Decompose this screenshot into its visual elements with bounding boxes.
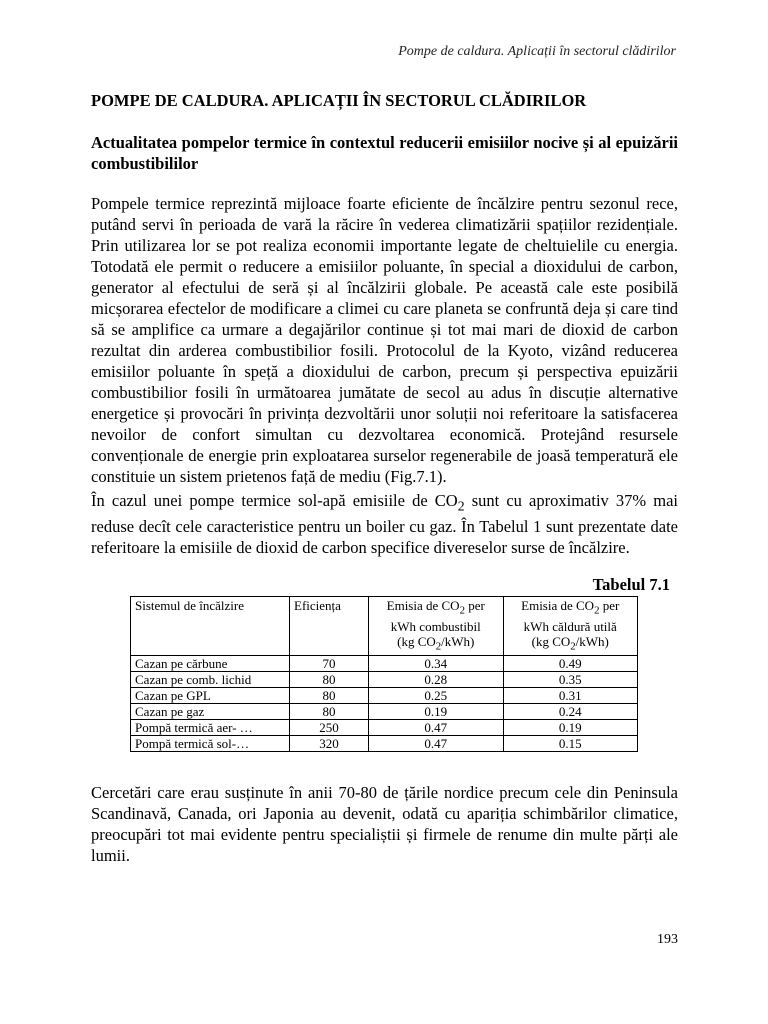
paragraph-2-part-2: sunt cu aproximativ 37% mai reduse decît cele caracteristice pentru un boiler cu gaz. În Tabelul 1 sunt prezentate date referitoare la emisiile de dioxid de carbon specifice divereselor surse de încălzire.: [91, 491, 679, 558]
cell-efficiency: 70: [290, 656, 369, 672]
table-row: [131, 736, 638, 752]
header-emission-heat-unit-sub: 2: [570, 640, 576, 653]
table-row: [131, 656, 638, 672]
cell-emission-heat: 0.35: [503, 672, 638, 688]
cell-system: Cazan pe cărbune: [131, 656, 290, 672]
emissions-table: [130, 596, 638, 752]
table-row: [131, 704, 638, 720]
header-emission-heat-per: per: [599, 598, 620, 613]
paragraph-2-part-1: În cazul unei pompe termice sol-apă emisiile de CO: [91, 491, 458, 510]
cell-efficiency: 80: [290, 688, 369, 704]
section-subtitle: Actualitatea pompelor termice în contextul reducerii emisiilor nocive și al epuizării combustibililor: [91, 133, 678, 173]
cell-emission-fuel: 0.25: [369, 688, 504, 704]
header-emission-fuel-per: per: [465, 598, 485, 613]
cell-system: Cazan pe GPL: [131, 688, 290, 704]
header-emission-heat-text: Emisia de CO: [521, 598, 595, 613]
table-caption: Tabelul 7.1: [592, 575, 670, 594]
paragraph-1: Pompele termice reprezintă mijloace foarte eficiente de încălzire pentru sezonul rece, putând servi în perioada de vară la răcire în vederea climatizării spațiilor rezidențiale. Prin utilizarea lor se pot realiza economii importante legate de cheltuielile cu energia. Totodată ele permit o reducere a emisiilor poluante, în special a dioxidului de carbon, generator al efectului de seră și al încălzirii globale. Pe această cale este posibilă micșorarea efectelor de modificare a climei cu care planeta se confruntă deja și care tind să se amplifice ca urmare a degajărilor continue și tot mai mari de dioxid de carbon rezultat din arderea combustibilior fosili. Protocolul de la Kyoto, vizând reducerea emisiilor poluante în speță a dioxidului de carbon, precum și perspectiva epuizării combustibilior fosili în următoarea jumătate de secol au adus în discuție alternative energetice și provocări în privința dezvoltării unor soluții noi referitoare la satisfacerea nevoilor de confort simultan cu dezvoltarea economică. Protejând resursele convenționale de energie prin exploatarea surselor regenerabile de joasă temperatură ele constituie un sistem prietenos față de mediu (Fig.7.1).: [91, 194, 678, 486]
cell-efficiency: 80: [290, 672, 369, 688]
header-emission-fuel-unit-sub: 2: [435, 640, 442, 653]
cell-emission-heat: 0.24: [503, 704, 638, 720]
header-emission-fuel-unit-b: /kWh): [441, 633, 475, 649]
paragraph-3: Cercetări care erau susținute în anii 70-80 de țările nordice precum cele din Peninsula Scandinavă, Canada, ori Japonia au devenit, odată cu apariția schimbărilor climatice, preocupări tot mai evidente pentru specialiștii și firmele de renume din multe părți ale lumii.: [91, 783, 678, 865]
header-emission-heat-sub: 2: [594, 604, 600, 617]
header-emission-fuel-sub: 2: [459, 604, 465, 617]
header-emission-fuel-line2: kWh combustibil: [390, 618, 481, 634]
cell-emission-heat: 0.15: [503, 736, 638, 752]
chapter-title: POMPE DE CALDURA. APLICAȚII ÎN SECTORUL CLĂDIRILOR: [91, 91, 587, 110]
header-emission-heat-unit-b: /kWh): [575, 633, 609, 649]
header-emission-fuel-unit-a: (kg CO: [397, 633, 436, 649]
cell-emission-fuel: 0.28: [369, 672, 504, 688]
cell-system: Pompă termică sol-…: [131, 736, 290, 752]
header-emission-heat: [503, 597, 638, 656]
cell-efficiency: 250: [290, 720, 369, 736]
table-row: [131, 672, 638, 688]
table-header-row: [131, 597, 638, 656]
cell-emission-fuel: 0.47: [369, 736, 504, 752]
header-emission-heat-unit-a: (kg CO: [531, 633, 571, 649]
table-row: [131, 720, 638, 736]
header-heating-system: Sistemul de încălzire: [131, 597, 290, 656]
header-emission-fuel-text: Emisia de CO: [386, 598, 460, 613]
cell-efficiency: 80: [290, 704, 369, 720]
cell-emission-heat: 0.49: [503, 656, 638, 672]
header-efficiency: Eficiența: [290, 597, 369, 656]
cell-emission-fuel: 0.47: [369, 720, 504, 736]
header-emission-heat-line2: kWh căldură utilă: [523, 618, 617, 634]
cell-emission-fuel: 0.34: [369, 656, 504, 672]
cell-system: Cazan pe comb. lichid: [131, 672, 290, 688]
cell-system: Cazan pe gaz: [131, 704, 290, 720]
cell-emission-heat: 0.19: [503, 720, 638, 736]
header-emission-fuel: [369, 597, 504, 656]
cell-efficiency: 320: [290, 736, 369, 752]
cell-emission-heat: 0.31: [503, 688, 638, 704]
cell-emission-fuel: 0.19: [369, 704, 504, 720]
table-row: [131, 688, 638, 704]
cell-system: Pompă termică aer- …: [131, 720, 290, 736]
page-number: 193: [657, 932, 678, 947]
running-header: Pompe de caldura. Aplicații în sectorul clădirilor: [398, 44, 676, 59]
paragraph-2: [91, 490, 678, 558]
co2-subscript: 2: [457, 498, 465, 514]
